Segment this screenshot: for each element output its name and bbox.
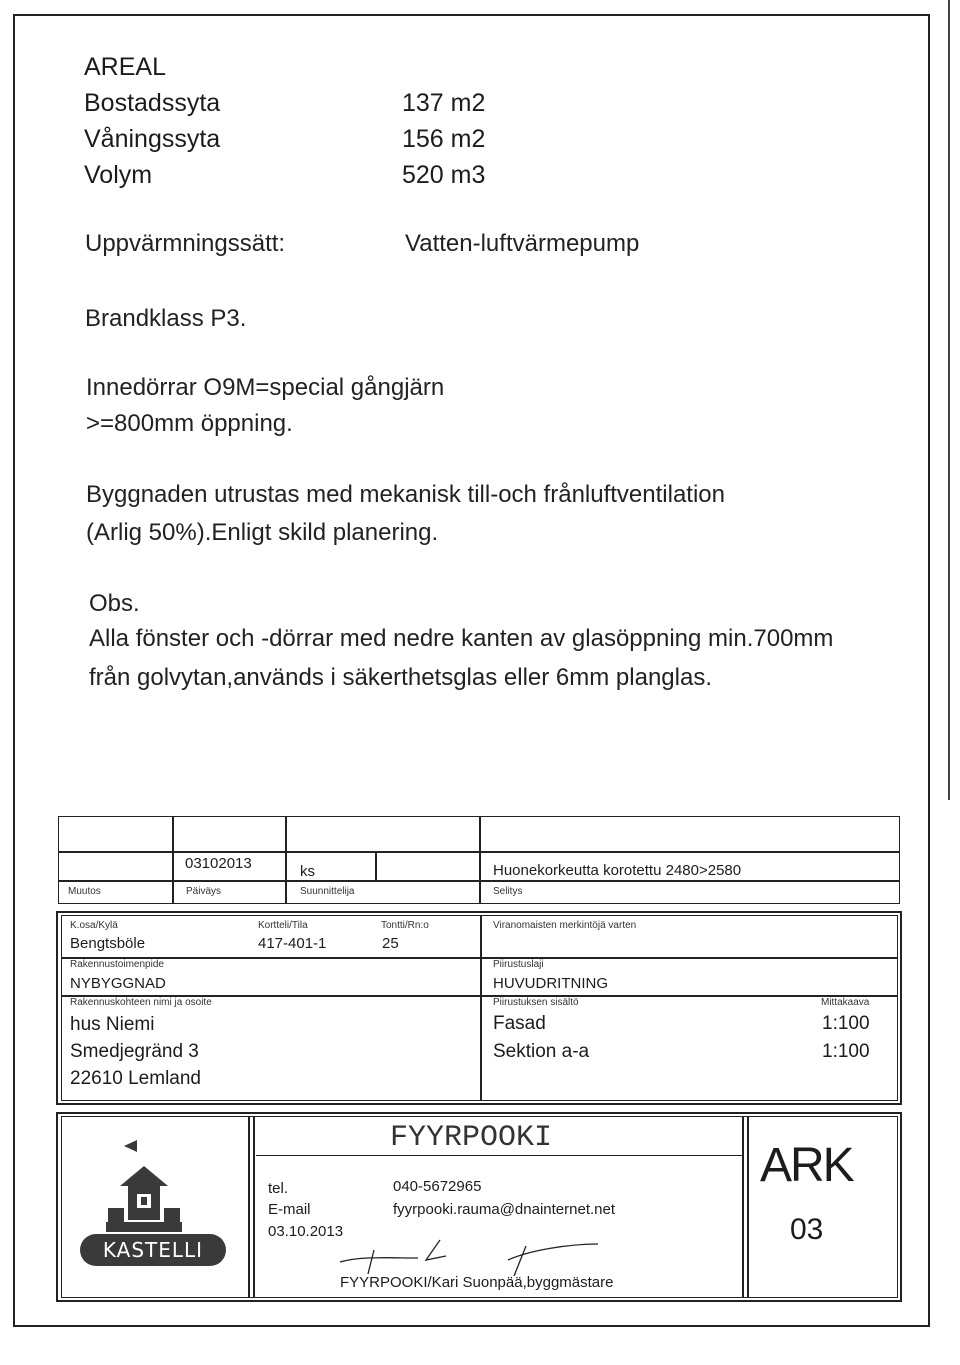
doors-note-line1: Innedörrar O9M=special gångjärn (86, 374, 445, 401)
label-scale: Mittakaava (821, 997, 870, 1008)
revision-label-muutos: Muutos (68, 886, 101, 897)
email-label: E-mail (268, 1201, 311, 1218)
measure-value: NYBYGGNAD (70, 975, 166, 992)
scan-edge-line (948, 0, 950, 800)
ventilation-note-line1: Byggnaden utrustas med mekanisk till-och frånluftventilation (86, 481, 725, 508)
revision-label-paivays: Päiväys (186, 886, 222, 897)
site-street: Smedjegränd 3 (70, 1041, 199, 1062)
label-tontti: Tontti/Rn:o (381, 920, 429, 931)
company-name: FYYRPOOKI (390, 1121, 553, 1155)
label-kortteli: Kortteli/Tila (258, 920, 308, 931)
fire-class-note: Brandklass P3. (85, 305, 247, 332)
tel-value: 040-5672965 (393, 1178, 482, 1195)
revision-label-suunnittelija: Suunnittelija (300, 886, 355, 897)
estate-value: 417-401-1 (258, 935, 327, 952)
label-measure: Rakennustoimenpide (70, 959, 164, 970)
label-content: Piirustuksen sisältö (493, 997, 579, 1008)
areal-value-vaningssyta: 156 m2 (402, 125, 486, 153)
label-site: Rakennuskohteen nimi ja osoite (70, 997, 212, 1008)
label-drawing-type: Piirustuslaji (493, 959, 544, 970)
sheet-number: 03 (790, 1213, 824, 1246)
footer-date: 03.10.2013 (268, 1223, 344, 1240)
obs-label: Obs. (89, 590, 140, 617)
glass-note-line1: Alla fönster och -dörrar med nedre kanten av glasöppning min.700mm (89, 625, 834, 652)
tel-label: tel. (268, 1180, 289, 1197)
heating-value: Vatten-luftvärmepump (405, 230, 640, 257)
revision-date: 03102013 (185, 855, 252, 872)
areal-label-bostadssyta: Bostadssyta (84, 89, 221, 117)
content-line2: Sektion a-a (493, 1041, 590, 1062)
revision-label-selitys: Selitys (493, 886, 523, 897)
ventilation-note-line2: (Arlig 50%).Enligt skild planering. (86, 519, 439, 546)
site-name: hus Niemi (70, 1014, 155, 1035)
drawing-type-value: HUVUDRITNING (493, 975, 608, 992)
kastelli-logo (74, 1138, 234, 1273)
areal-value-bostadssyta: 137 m2 (402, 89, 486, 117)
areal-label-volym: Volym (84, 161, 153, 189)
revision-designer: ks (300, 863, 315, 880)
discipline-code: ARK (760, 1139, 853, 1192)
scale-line2: 1:100 (822, 1041, 870, 1062)
signature-line: FYYRPOOKI/Kari Suonpää,byggmästare (340, 1274, 614, 1291)
revision-description: Huonekorkeutta korotettu 2480>2580 (493, 862, 742, 879)
areal-label-vaningssyta: Våningssyta (84, 125, 221, 153)
plot-value: 25 (382, 935, 399, 952)
label-kosa: K.osa/Kylä (70, 920, 118, 931)
doors-note-line2: >=800mm öppning. (86, 410, 293, 437)
logo-text: KASTELLI (102, 1238, 204, 1262)
site-city: 22610 Lemland (70, 1068, 201, 1089)
scale-line1: 1:100 (822, 1013, 870, 1034)
email-value: fyyrpooki.rauma@dnainternet.net (393, 1201, 616, 1218)
village-value: Bengtsböle (70, 935, 146, 952)
areal-heading: AREAL (84, 53, 166, 81)
heating-label: Uppvärmningssätt: (85, 230, 286, 257)
label-authority: Viranomaisten merkintöjä varten (493, 920, 637, 931)
glass-note-line2: från golvytan,används i säkerthetsglas eller 6mm planglas. (89, 664, 712, 691)
content-line1: Fasad (493, 1013, 546, 1034)
signature-icon (330, 1236, 610, 1276)
areal-value-volym: 520 m3 (402, 161, 486, 189)
